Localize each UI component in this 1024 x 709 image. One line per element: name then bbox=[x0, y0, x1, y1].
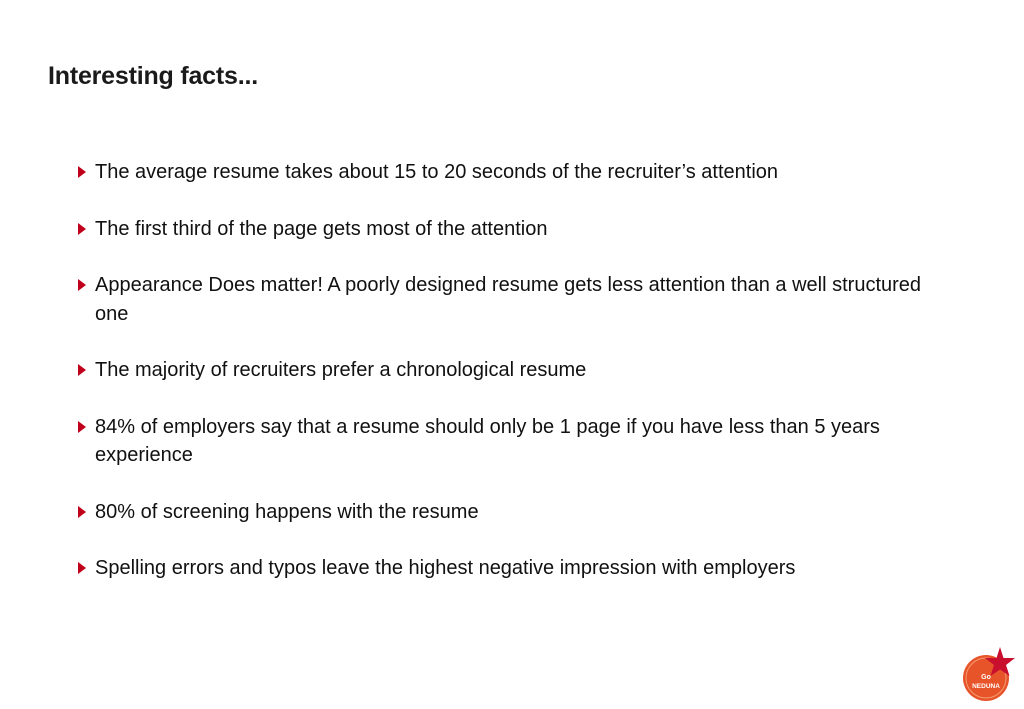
bullet-list bbox=[78, 158, 958, 583]
bullet-text: Spelling errors and typos leave the highest negative impression with employers bbox=[95, 557, 796, 579]
bullet-item bbox=[78, 158, 958, 187]
bullet-text: 84% of employers say that a resume should only be 1 page if you have less than 5 years experience bbox=[95, 415, 880, 466]
triangle-bullet-icon bbox=[78, 506, 86, 518]
bullet-text: The average resume takes about 15 to 20 seconds of the recruiter’s attention bbox=[95, 161, 779, 183]
bullet-item bbox=[78, 498, 958, 527]
logo-text-line2: NEDUNA bbox=[972, 683, 1000, 690]
bullet-item bbox=[78, 554, 958, 583]
bullet-item bbox=[78, 356, 958, 385]
bullet-item bbox=[78, 271, 958, 328]
bullet-text: The first third of the page gets most of the attention bbox=[95, 217, 548, 240]
triangle-bullet-icon bbox=[78, 562, 86, 574]
triangle-bullet-icon bbox=[78, 223, 86, 235]
bullet-text: 80% of screening happens with the resume bbox=[95, 500, 479, 523]
company-logo bbox=[960, 645, 1018, 703]
slide-title: Interesting facts... bbox=[48, 62, 258, 90]
triangle-bullet-icon bbox=[78, 421, 86, 433]
bullet-item bbox=[78, 215, 958, 244]
triangle-bullet-icon bbox=[78, 279, 86, 291]
bullet-text: The majority of recruiters prefer a chronological resume bbox=[95, 359, 587, 381]
triangle-bullet-icon bbox=[78, 364, 86, 376]
bullet-item bbox=[78, 413, 958, 470]
triangle-bullet-icon bbox=[78, 166, 86, 178]
logo-text-line1: Go bbox=[981, 674, 991, 681]
bullet-text: Appearance Does matter! A poorly designed resume gets less attention than a well structured one bbox=[95, 274, 922, 325]
